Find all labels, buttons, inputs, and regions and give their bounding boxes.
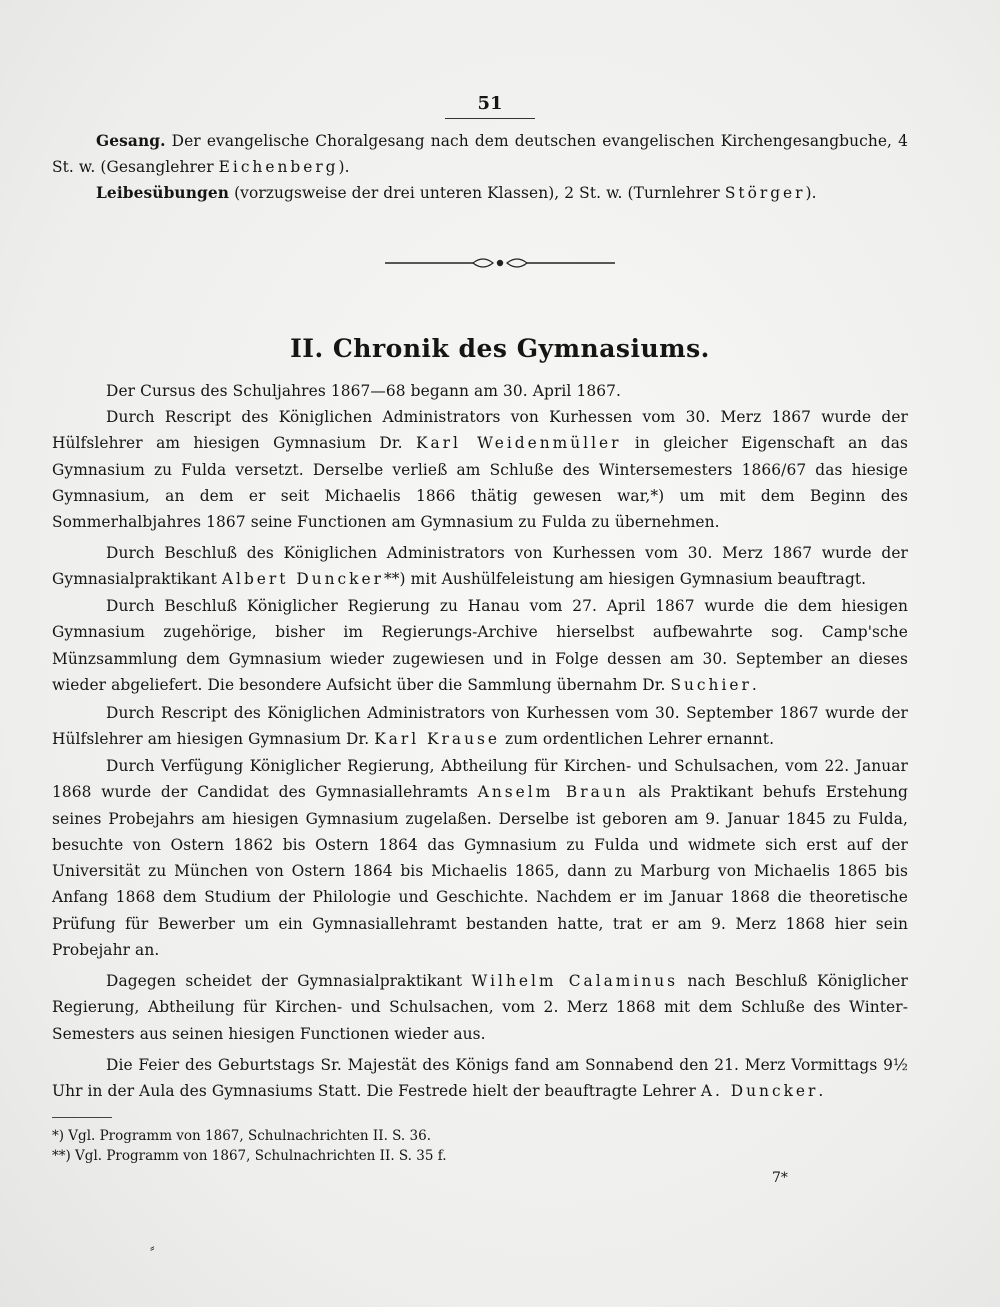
signature-mark: 7* (772, 1170, 788, 1186)
paragraph-gesang (52, 128, 908, 181)
page-number: 51 (477, 93, 503, 114)
p4-text-b: . (751, 675, 757, 694)
p3-text-b: **) mit Aushülfeleistung am hiesigen Gymnasium beauftragt. (383, 570, 867, 589)
gesang-end: ). (338, 158, 350, 177)
footnote-rule (52, 1117, 112, 1118)
p8-text-b: . (818, 1082, 824, 1101)
p5-text-b: zum ordentlichen Lehrer ernannt. (504, 730, 775, 749)
section-heading: II. Chronik des Gymnasiums. (290, 334, 710, 363)
header-rule (445, 118, 535, 119)
p5-text-a: Durch Rescript des Königlichen Administrators von Kurhessen vom 30. September 1867 wurde der Hülfslehrer am hiesigen Gymnasium Dr. (52, 704, 908, 749)
p7-text-b: nach Beschluß Königlicher Regierung, Abtheilung für Kirchen- und Schulsachen, vom 2. Merz 1868 mit dem Schluße des Winter-Semesters aus seinen hiesigen Functionen wieder aus. (52, 972, 908, 1043)
leib-end: ). (805, 184, 817, 202)
ornament-divider (385, 252, 615, 274)
gesang-teacher: Eichenberg (218, 158, 339, 177)
leib-teacher: Störger (724, 184, 806, 202)
paragraph-leibesuebungen (52, 180, 908, 206)
paragraph-5 (52, 700, 908, 753)
footnote-2: **) Vgl. Programm von 1867, Schulnachrichten II. S. 35 f. (52, 1148, 447, 1164)
p8-person-name: A. Duncker (700, 1082, 819, 1101)
p4-person-name: Suchier (670, 675, 752, 694)
p3-text-a: Durch Beschluß des Königlichen Administrators von Kurhessen vom 30. Merz 1867 wurde der Gymnasialpraktikant (52, 544, 908, 589)
p4-text-a: Durch Beschluß Königlicher Regierung zu Hanau vom 27. April 1867 wurde die dem hiesigen Gymnasium zugehörige, bisher im Regierungs-Archive hierselbst aufbewahrte sog. Camp'sche Münzsammlung dem Gymnasium wieder zugewiesen und in Folge dessen am 30. September an dieses wieder abgeliefert. Die besondere Aufsicht über die Sammlung übernahm Dr. (52, 597, 908, 694)
gesang-text: Der evangelische Choralgesang nach dem deutschen evangelischen Kirchengesangbuche, 4 St. w. (Gesanglehrer (52, 132, 908, 177)
p2-text-a: Durch Rescript des Königlichen Administrators von Kurhessen vom 30. Merz 1867 wurde der Hülfslehrer am hiesigen Gymnasium Dr. (52, 408, 908, 453)
paragraph-7 (52, 968, 908, 1047)
p7-text-a: Dagegen scheidet der Gymnasialpraktikant (106, 972, 463, 990)
paragraph-3 (52, 540, 908, 593)
leib-text: (vorzugsweise der drei unteren Klassen), 2 St. w. (Turnlehrer (234, 184, 720, 202)
p3-person-name: Albert Duncker (221, 570, 384, 589)
p6-text-a: Durch Verfügung Königlicher Regierung, Abtheilung für Kirchen- und Schulsachen, vom 22. Januar 1868 wurde der Candidat des Gymnasiallehramts (52, 757, 908, 802)
p2-person-name: Karl Weidenmüller (415, 434, 622, 453)
p6-text-b: als Praktikant behufs Erstehung seines Probejahrs am hiesigen Gymnasium zugelaßen. Derselbe ist geboren am 9. Januar 1845 zu Fulda, besuchte von Ostern 1862 bis Ostern 1864 das Gymnasium zu Fulda und widmete sich erst auf der Universität zu München von Ostern 1864 bis Michaelis 1865, dann zu Marburg von Michaelis 1865 bis Anfang 1868 dem Studium der Philologie und Geschichte. Nachdem er im Januar 1868 die theoretische Prüfung für Bewerber um ein Gymnasiallehramt bestanden hatte, trat er am 9. Merz 1868 hier sein Probejahr an. (52, 783, 908, 960)
leib-label: Leibesübungen (96, 184, 230, 202)
paragraph-2 (52, 404, 908, 535)
gesang-label: Gesang. (96, 132, 166, 150)
p6-person-name: Anselm Braun (477, 783, 629, 802)
paragraph-8 (52, 1052, 908, 1105)
paragraph-1: Der Cursus des Schuljahres 1867—68 begann am 30. April 1867. (106, 382, 622, 400)
p5-person-name: Karl Krause (374, 730, 500, 749)
footnote-1: *) Vgl. Programm von 1867, Schulnachrichten II. S. 36. (52, 1128, 431, 1144)
p7-person-name: Wilhelm Calaminus (471, 972, 679, 990)
stray-mark: ⸗ (150, 1240, 155, 1256)
paragraph-6 (52, 753, 908, 963)
p2-text-b: in gleicher Eigenschaft an das Gymnasium zu Fulda versetzt. Derselbe verließ am Schluße des Wintersemesters 1866/67 das hiesige Gymnasium, an dem er seit Michaelis 1866 thätig gewesen war,*) um mit dem Beginn des Sommerhalbjahres 1867 seine Functionen am Gymnasium zu Fulda zu übernehmen. (52, 434, 908, 532)
p8-text-a: Die Feier des Geburtstags Sr. Majestät des Königs fand am Sonnabend den 21. Merz Vormittags 9½ Uhr in der Aula des Gymnasiums Statt. Die Festrede hielt der beauftragte Lehrer (52, 1056, 908, 1101)
paragraph-4 (52, 593, 908, 698)
